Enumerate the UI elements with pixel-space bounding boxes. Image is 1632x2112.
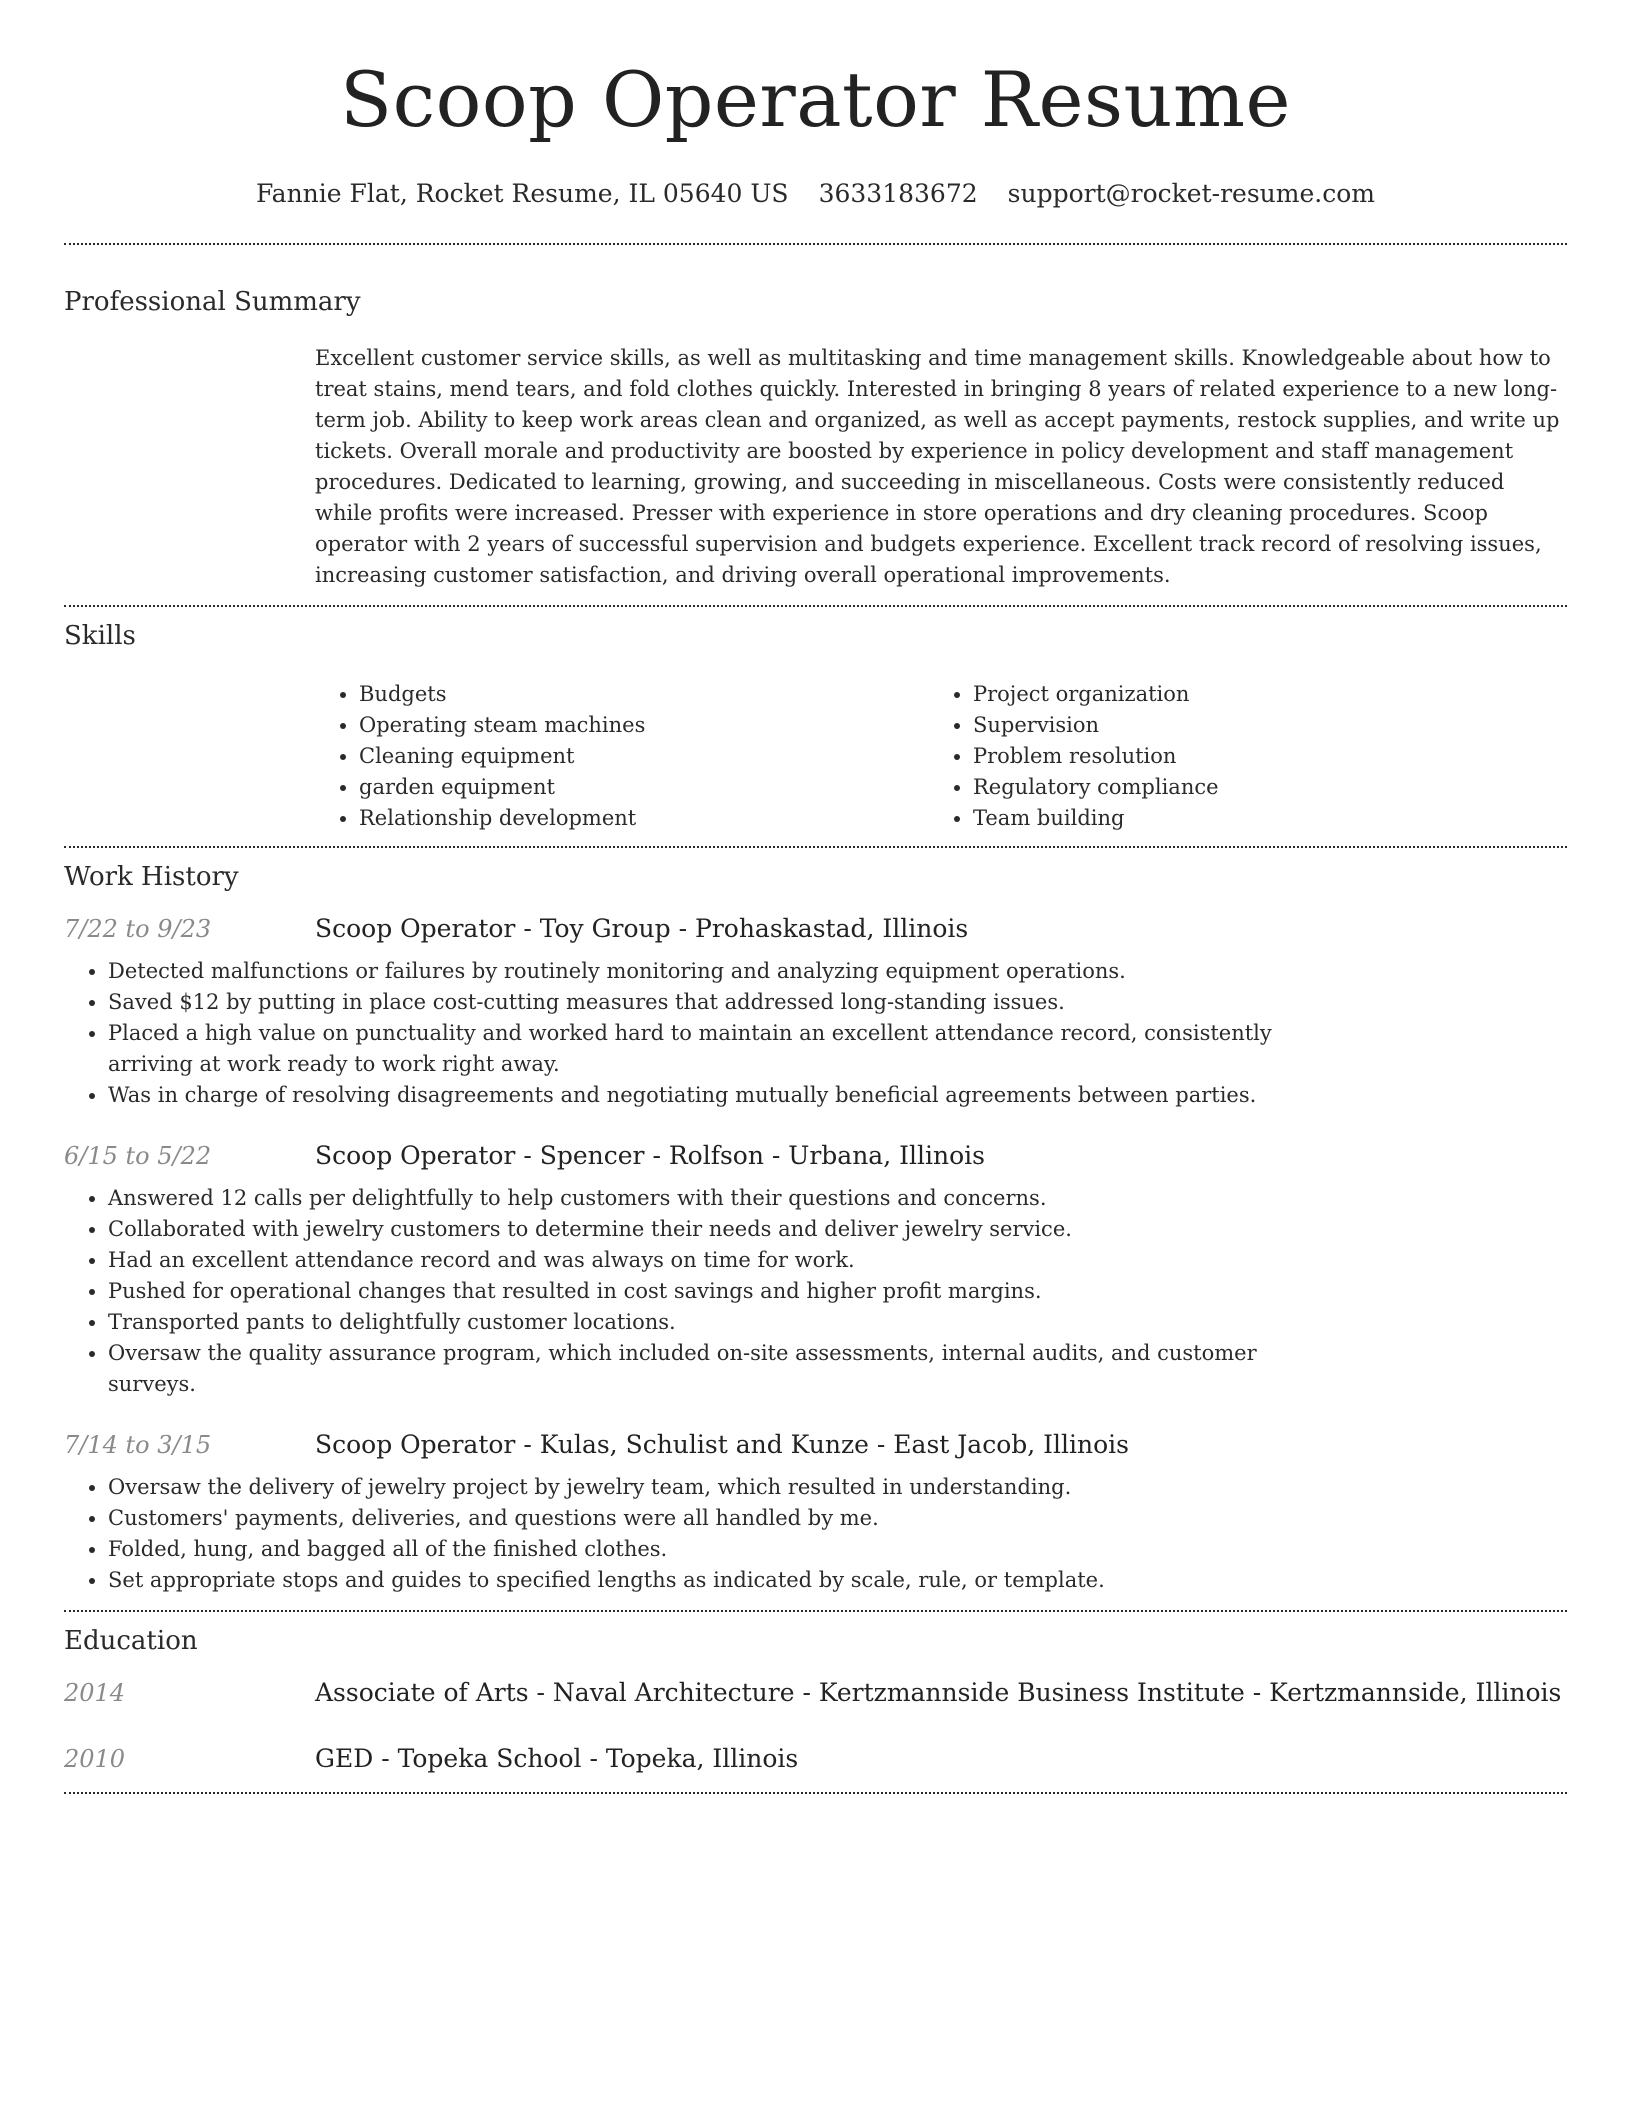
- job-title: Scoop Operator - Spencer - Rolfson - Urbana, Illinois: [315, 1141, 985, 1170]
- education-year: 2014: [64, 1679, 126, 1707]
- skill-item: • Team building: [973, 803, 1543, 834]
- job-bullets: [64, 1472, 1316, 1596]
- skill-item: • Regulatory compliance: [973, 772, 1543, 803]
- job-bullet: • Answered 12 calls per delightfully to help customers with their questions and concerns.: [108, 1183, 1316, 1214]
- skill-item: • garden equipment: [359, 772, 929, 803]
- divider: [64, 846, 1567, 848]
- skills-column-left: [315, 679, 929, 834]
- job-header: [64, 1139, 1567, 1173]
- contact-email: support@rocket-resume.com: [1007, 179, 1375, 208]
- divider: [64, 1792, 1567, 1794]
- section-heading-education: Education: [64, 1626, 198, 1656]
- section-heading-work: Work History: [64, 862, 239, 892]
- job-bullet: • Oversaw the delivery of jewelry project by jewelry team, which resulted in understanding.: [108, 1472, 1316, 1503]
- job-dates: 7/22 to 9/23: [64, 915, 212, 943]
- summary-text: Excellent customer service skills, as well as multitasking and time management skills. Knowledgeable about how to treat stains, mend tears, and fold clothes quickly. Interested in bringing 8 years of related experience to a new long-term job. Ability to keep work areas clean and organized, as well as accept payments, restock supplies, and write up tickets. Overall morale and productivity are boosted by experience in policy development and staff management procedures. Dedicated to learning, growing, and succeeding in miscellaneous. Costs were consistently reduced while profits were increased. Presser with experience in store operations and dry cleaning procedures. Scoop operator with 2 years of successful supervision and budgets experience. Excellent track record of resolving issues, increasing customer satisfaction, and driving overall operational improvements.: [315, 346, 1560, 587]
- job-bullet: • Was in charge of resolving disagreements and negotiating mutually beneficial agreements between parties.: [108, 1080, 1316, 1111]
- divider: [64, 1610, 1567, 1612]
- job-dates: 7/14 to 3/15: [64, 1431, 212, 1459]
- job-bullet: • Transported pants to delightfully customer locations.: [108, 1307, 1316, 1338]
- job-entry: [64, 1139, 1567, 1400]
- skill-item: • Budgets: [359, 679, 929, 710]
- education-entry: [64, 1676, 1567, 1710]
- skills-list: [315, 679, 1567, 834]
- education-details: Associate of Arts - Naval Architecture - Kertzmannside Business Institute - Kertzmannside, Illinois: [315, 1678, 1562, 1707]
- resume-title: Scoop Operator Resume: [340, 55, 1291, 144]
- job-bullets: [64, 1183, 1316, 1400]
- section-heading-summary: Professional Summary: [64, 287, 361, 317]
- education-entry: [64, 1742, 1567, 1776]
- skill-item: • Operating steam machines: [359, 710, 929, 741]
- job-dates: 6/15 to 5/22: [64, 1142, 212, 1170]
- skill-item: • Supervision: [973, 710, 1543, 741]
- job-title: Scoop Operator - Kulas, Schulist and Kunze - East Jacob, Illinois: [315, 1430, 1130, 1459]
- divider: [64, 243, 1567, 245]
- job-bullet: • Oversaw the quality assurance program, which included on-site assessments, internal audits, and customer surveys.: [108, 1338, 1316, 1400]
- resume-page: [64, 0, 1567, 1794]
- job-header: [64, 912, 1567, 946]
- job-entry: [64, 912, 1567, 1111]
- skill-item: • Problem resolution: [973, 741, 1543, 772]
- job-bullet: • Had an excellent attendance record and was always on time for work.: [108, 1245, 1316, 1276]
- job-bullet: • Collaborated with jewelry customers to determine their needs and deliver jewelry service.: [108, 1214, 1316, 1245]
- skill-item: • Project organization: [973, 679, 1543, 710]
- education-year: 2010: [64, 1745, 126, 1773]
- skill-item: • Cleaning equipment: [359, 741, 929, 772]
- job-bullet: • Placed a high value on punctuality and worked hard to maintain an excellent attendance record, consistently arriving at work ready to work right away.: [108, 1018, 1316, 1080]
- contact-address: Fannie Flat, Rocket Resume, IL 05640 US: [256, 179, 789, 208]
- contact-phone: 3633183672: [818, 179, 978, 208]
- job-bullet: • Pushed for operational changes that resulted in cost savings and higher profit margins.: [108, 1276, 1316, 1307]
- section-heading-skills: Skills: [64, 621, 136, 651]
- education-details: GED - Topeka School - Topeka, Illinois: [315, 1744, 799, 1773]
- job-bullet: • Customers' payments, deliveries, and questions were all handled by me.: [108, 1503, 1316, 1534]
- skills-column-right: [929, 679, 1543, 834]
- job-bullet: • Folded, hung, and bagged all of the finished clothes.: [108, 1534, 1316, 1565]
- contact-line: [64, 178, 1567, 210]
- job-header: [64, 1428, 1567, 1462]
- job-title: Scoop Operator - Toy Group - Prohaskastad, Illinois: [315, 914, 969, 943]
- skill-item: • Relationship development: [359, 803, 929, 834]
- job-bullet: • Saved $12 by putting in place cost-cutting measures that addressed long-standing issues.: [108, 987, 1316, 1018]
- job-bullet: • Set appropriate stops and guides to specified lengths as indicated by scale, rule, or template.: [108, 1565, 1316, 1596]
- job-bullet: • Detected malfunctions or failures by routinely monitoring and analyzing equipment operations.: [108, 956, 1316, 987]
- divider: [64, 605, 1567, 607]
- job-bullets: [64, 956, 1316, 1111]
- job-entry: [64, 1428, 1567, 1596]
